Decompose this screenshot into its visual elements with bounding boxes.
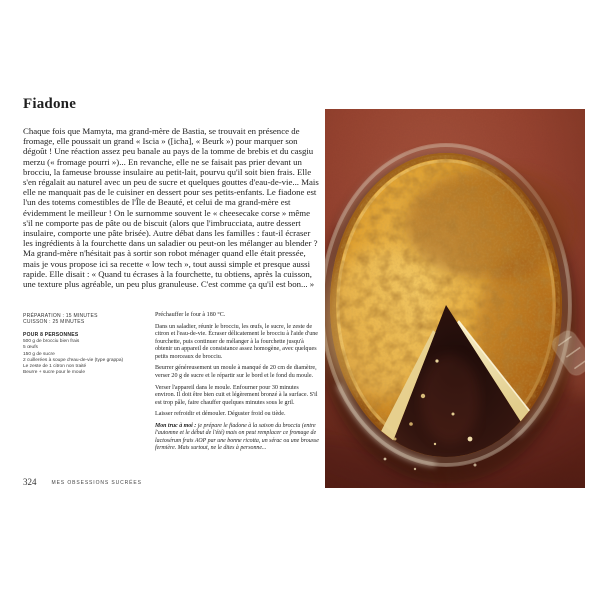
ingredient-item: 150 g de sucre <box>23 351 55 357</box>
servings: POUR 8 PERSONNES <box>23 331 79 338</box>
recipe-intro: Chaque fois que Mamyta, ma grand-mère de Bastia, se trouvait en présence de fromage, elle poussait un grand « Iscia » ([icha], « Beurk ») pour marquer son dégoût ! Une réaction assez peu banale au pays de la tomme de brebis et du casgiu merzu (« fromage pourri »)... En revanche, elle ne se faisait pas prier devant un brocciu, la fameuse brousse insulaire au petit-lait, pourvu qu'il soit bien frais. Elle s'en régalait au naturel avec un peu de sucre et quelques gouttes d'eau-de-vie... Mais elle ne manquait pas de le cuisiner en dessert pour ses petits-enfants. Le fiadone est l'un des totems comestibles de l'Île de Beauté, et celui de ma grand-mère est évidemment le meilleur ! On le surnomme souvent le « cheesecake corse » même s'il ne comporte pas de pâte ou de biscuit (alors que l'imbrucciata, autre dessert insulaire, comporte une pâte brisée). Autre débat dans les familles : faut-il écraser les ingrédients à la fourchette dans un saladier ou peut-on les mélanger au blender ? Ma grand-mère n'hésitait pas à sortir son robot ménager quand elle était pressée, mais je vous propose ici sa recette « low tech », tout aussi simple et presque aussi rapide. Elle disait : « Quand tu écrases à la fourchette, tu obtiens, après la cuisson, une texture plus agréable, un peu plus granuleuse. C'est comme ça qu'il est bon... » <box>23 126 319 290</box>
method-step: Laisser refroidir et démouler. Déguster froid ou tiède. <box>155 411 286 418</box>
method-step: Préchauffer le four à 180 °C. <box>155 312 226 318</box>
ingredients-list <box>23 339 151 376</box>
ingredient-item: Beurre + sucre pour le moule <box>23 370 85 376</box>
recipe-meta-column <box>23 313 151 376</box>
prep-time: PRÉPARATION : 15 MINUTES <box>23 313 98 319</box>
ingredient-item: 5 œufs <box>23 345 38 351</box>
recipe-title: Fiadone <box>23 96 77 112</box>
chef-tip-text: je prépare le fiadone à la saison du brocciu (entre l'automne et le début de l'été) mais on peut remplacer ce fromage de lactosérum frais AOP par une bonne ricotta, un sérac ou une brousse fermière. Mais surtout, ne le dites à personne... <box>155 423 319 451</box>
ingredient-item: 2 cuillerées à soupe d'eau-de-vie (type grappa) <box>23 357 124 363</box>
cook-time: CUISSON : 25 MINUTES <box>23 319 85 326</box>
method-column <box>155 312 319 456</box>
fiadone-photo-illustration <box>325 109 585 488</box>
ingredient-item: 500 g de brocciu bien frais <box>23 339 80 345</box>
page-number: 324 <box>23 477 37 487</box>
method-step: Dans un saladier, réunir le brocciu, les œufs, le sucre, le zeste de citron et l'eau-de-vie. Écraser délicatement le brocciu à l'aide d'une fourchette, puis continuer de mélanger à la fourchette jusqu'à obtenir un appareil de consistance assez homogène, avec quelques petits morceaux de brocciu. <box>155 323 319 360</box>
fiadone-photo <box>325 109 585 488</box>
method-step: Verser l'appareil dans le moule. Enfourner pour 30 minutes environ. Il doit être bien cuit et légèrement bronzé à la surface. S'il est trop pâle, faire chauffer quelques minutes sous le gril. <box>155 384 318 406</box>
chef-tip <box>155 423 319 451</box>
chef-tip-label: Mon truc à moi : <box>155 423 197 430</box>
method-step: Beurrer généreusement un moule à manqué de 20 cm de diamètre, verser 20 g de sucre et le répartir sur le bord et le fond du moule. <box>155 365 317 379</box>
ingredient-item: Le zeste de 1 citron non traité <box>23 364 87 370</box>
page-footer <box>23 472 142 490</box>
book-title: MES OBSESSIONS SUCRÉES <box>51 479 142 486</box>
